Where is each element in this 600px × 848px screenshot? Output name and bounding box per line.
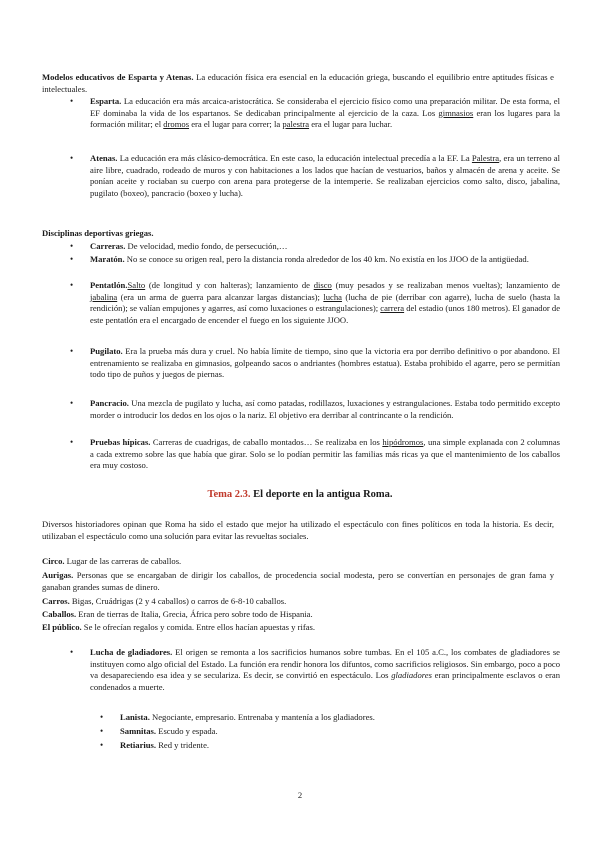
list-item-esparta: • Esparta. La educación era más arcaica-aristocrática. Se consideraba el ejercicio físico como una preparación militar. De esta forma, el EF dominaba la vida de los espartanos. Se dedicaban principalmente al ejercicio de la caza. Los gimnasios eran los lugares para la formación militar; el dromos era el lugar para correr; la palestra era el lugar para luchar. bbox=[90, 96, 560, 131]
list-item-pancracio: • Pancracio. Una mezcla de pugilato y lucha, así como patadas, rodillazos, luxaciones y estrangulaciones. Estaba todo permitido excepto morder o introducir los dedos en los ojos o la nariz. El objetivo era derribar al contrincante o la rendición. bbox=[90, 398, 560, 421]
paragraph-el-publico: El público. Se le ofrecían regalos y comida. Entre ellos hacían apuestas y rifas. bbox=[42, 622, 316, 632]
list-item-atenas: • Atenas. La educación era más clásico-democrática. En este caso, la educación intelectual precedía a la EF. La Palestra, era un terreno al aire libre, cuadrado, rodeado de muros y con habitaciones a los lados que hacían de vestuarios, baños y almacén de arena y aceite. Se ponían aceite y rociaban su cuerpo con arena para protegerse de la intemperie. Se realizaban ejercicios como salto, disco, jabalina, pugilato (boxeo), pancracio (boxeo y lucha). bbox=[90, 153, 560, 199]
sub-list-item-lanista: • Lanista. Negociante, empresario. Entrenaba y mantenía a los gladiadores. bbox=[120, 712, 550, 724]
section-title-modelos: Modelos educativos de Esparta y Atenas. bbox=[42, 72, 194, 82]
paragraph-caballos: Caballos. Eran de tierras de Italia, Grecia, África pero sobre todo de Hispania. bbox=[42, 609, 313, 619]
paragraph-circo: Circo. Lugar de las carreras de caballos. bbox=[42, 556, 182, 566]
paragraph-modelos-educativos: Modelos educativos de Esparta y Atenas. La educación física era esencial en la educación griega, buscando el equilibrio entre aptitudes físicas e intelectuales. bbox=[42, 72, 554, 94]
list-item-pentatlon: • Pentatlón.Salto (de longitud y con halteras); lanzamiento de disco (muy pesados y se realizaban menos vueltas); lanzamiento de jabalina (era un arma de guerra para alcanzar largas distancias); lucha (lucha de pie (derribar con agarre), lucha de suelo (hasta la rendición); se valían empujones y agarres, así como luxaciones o estrangulaciones); carrera del estadio (unos 180 metros). El ganador de este pentatlón era el encargado de encender el fuego en los siguiente JJOO. bbox=[90, 280, 560, 326]
list-item-lucha-gladiadores: • Lucha de gladiadores. El origen se remonta a los sacrificios humanos sobre tumbas. En el 105 a.C., los combates de gladiadores se instituyen como algo oficial del Estado. La función era rendir honora los difuntos, como sacrificios religiosos. Sin embargo, poco a poco va desapareciendo esa idea y se seculariza. Es decir, se convirtió en espectáculo. Los gladiadores eran principalmente esclavos o eran condenados a muerte. bbox=[90, 647, 560, 693]
section-heading-tema-2-3: Tema 2.3. El deporte en la antigua Roma. bbox=[207, 489, 393, 500]
section-title-disciplinas: Disciplinas deportivas griegas. bbox=[42, 228, 154, 238]
list-item-carreras: • Carreras. De velocidad, medio fondo, de persecución,… bbox=[90, 241, 560, 253]
paragraph-carros: Carros. Bigas, Cruádrigas (2 y 4 caballos) o carros de 6-8-10 caballos. bbox=[42, 596, 287, 606]
paragraph-aurigas: Aurigas. Personas que se encargaban de dirigir los caballos, de procedencia social modesta, pero se convertían en personajes de gran fama y ganaban grandes sumas de dinero. bbox=[42, 570, 554, 592]
page-number: 2 bbox=[297, 790, 303, 800]
sub-list-item-retiarius: • Retiarius. Red y tridente. bbox=[120, 740, 550, 752]
list-item-maraton: • Maratón. No se conoce su origen real, pero la distancia ronda alrededor de los 40 km. No existía en los JJOO de la antigüedad. bbox=[90, 254, 560, 266]
paragraph-roma-intro: Diversos historiadores opinan que Roma ha sido el estado que mejor ha utilizado el espectáculo con fines políticos en toda la historia. Es decir, utilizaban el espectáculo como una solución para evitar las revueltas sociales. bbox=[42, 519, 554, 541]
list-item-pugilato: • Pugilato. Era la prueba más dura y cruel. No había límite de tiempo, sino que la victoria era por derribo definitivo o por abandono. El entrenamiento se realizaba en gimnasios, golpeando sacos o andriantes (hombres estatua). Estaba prohibido el agarre, pero se permitían todo tipo de puños y juegos de piernas. bbox=[90, 346, 560, 381]
sub-list-item-samnitas: • Samnitas. Escudo y espada. bbox=[120, 726, 550, 738]
list-item-pruebas-hipicas: • Pruebas hípicas. Carreras de cuadrigas, de caballo montados… Se realizaba en los hipódromos, una simple explanada con 2 columnas a cada extremo sobre las que había que girar. Solo se lo podían permitir las familias más ricas ya que el mantenimiento de los caballos era muy costoso. bbox=[90, 437, 560, 472]
